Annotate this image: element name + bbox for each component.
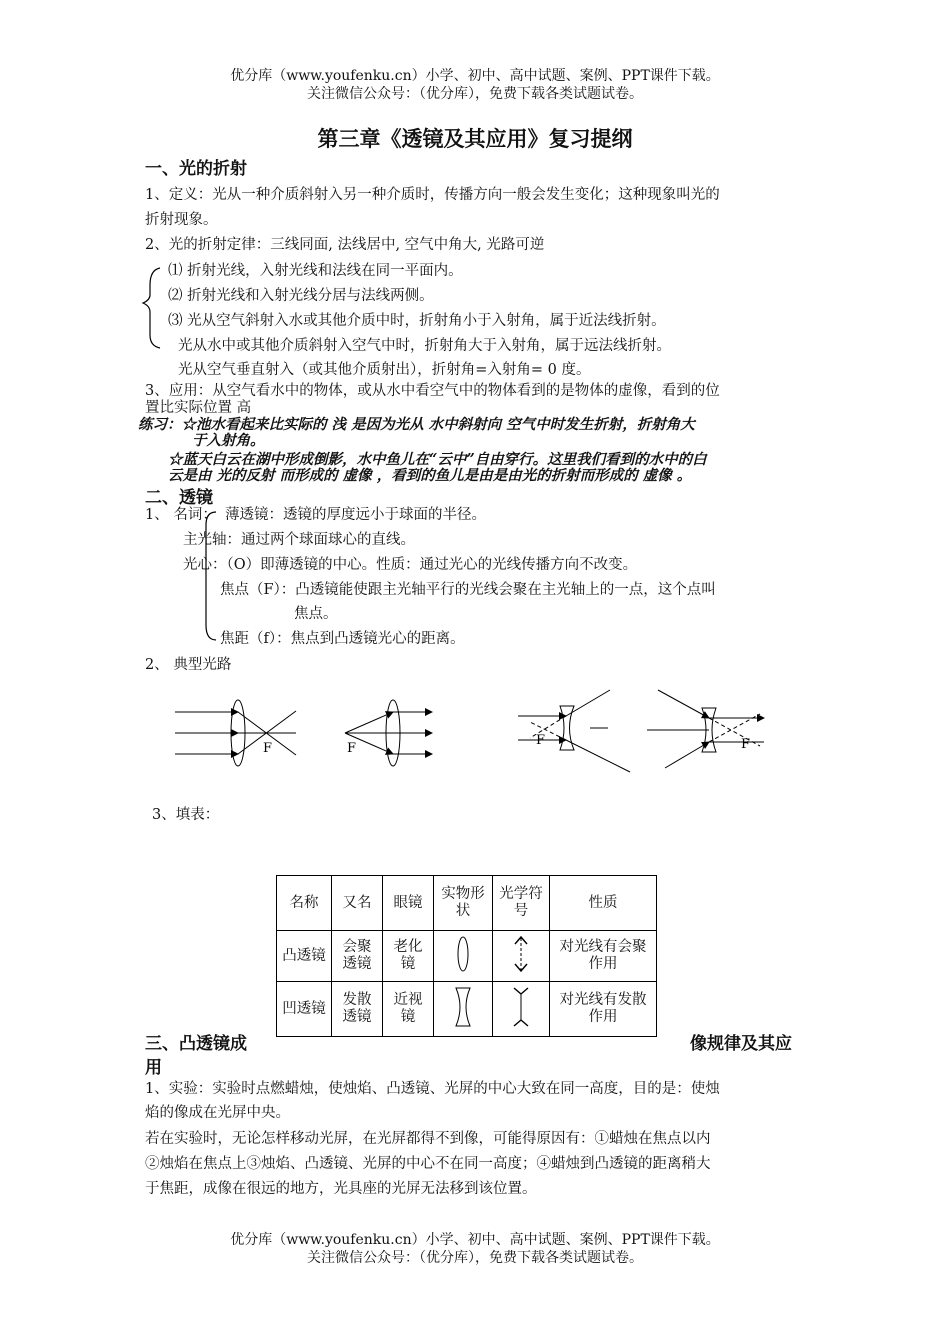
application-line-1: 3、应用：从空气看水中的物体，或从水中看空气中的物体看到的是物体的虚像，看到的位 xyxy=(145,383,720,399)
term-principal-axis: 主光轴：通过两个球面球心的直线。 xyxy=(183,532,415,548)
term-optical-center: 光心：（O）即薄透镜的中心。性质：通过光心的光线传播方向不改变。 xyxy=(183,557,638,573)
section-heading-imaging-a: 三、凸透镜成 xyxy=(145,1034,247,1054)
experiment-line-1: 1、实验：实验时点燃蜡烛，使烛焰、凸透镜、光屏的中心大致在同一高度，目的是：使烛 xyxy=(145,1081,720,1097)
convex-focus-diagram xyxy=(345,700,432,766)
table-cell: 对光线有会聚作用 xyxy=(550,931,657,982)
brace-terms xyxy=(206,512,216,640)
term-thin-lens: 薄透镜：透镜的厚度远小于球面的半径。 xyxy=(225,507,486,523)
section-heading-lens: 二、透镜 xyxy=(145,488,213,508)
convex-shape-cell xyxy=(434,931,493,982)
header-line-2: 关注微信公众号：（优分库），免费下载各类试题试卷。 xyxy=(307,86,643,102)
reason-line-2: ②烛焰在焦点上③烛焰、凸透镜、光屏的中心不在同一高度；④蜡烛到凸透镜的距离稍大 xyxy=(145,1156,711,1172)
definition-line-2: 折射现象。 xyxy=(145,212,218,228)
experiment-line-2: 焰的像成在光屏中央。 xyxy=(145,1105,290,1121)
concave-parallel-diagram xyxy=(647,690,764,768)
focus-label-1: F xyxy=(263,741,273,756)
term-focus-line-2: 焦点。 xyxy=(294,606,338,622)
table-cell: 凸透镜 xyxy=(277,931,332,982)
fill-table-label: 3、填表： xyxy=(152,807,220,823)
law-item-5: 光从空气垂直射入（或其他介质射出），折射角=入射角= 0 度。 xyxy=(178,362,591,378)
convex-lens-symbol xyxy=(509,934,533,974)
concave-diverging-diagram xyxy=(518,690,630,772)
law-item-1: ⑴ 折射光线，入射光线和法线在同一平面内。 xyxy=(168,263,463,279)
application-line-2: 置比实际位置 高 xyxy=(145,400,252,416)
section-heading-imaging-c: 用 xyxy=(145,1058,162,1078)
focus-label-4: F xyxy=(741,737,751,752)
lens-table xyxy=(276,875,657,1037)
definition-line-1: 1、定义：光从一种介质斜射入另一种介质时，传播方向一般会发生变化；这种现象叫光的 xyxy=(145,187,720,203)
convex-symbol-cell xyxy=(493,931,550,982)
focus-label-2: F xyxy=(347,741,357,756)
practice-2-line-1: ☆蓝天白云在湖中形成倒影，水中鱼儿在“云中”自由穿行。这里我们看到的水中的白 xyxy=(168,451,707,468)
header-cell: 实物形状 xyxy=(434,876,493,931)
term-focus-line-1: 焦点（F）：凸透镜能使跟主光轴平行的光线会聚在主光轴上的一点，这个点叫 xyxy=(220,582,716,598)
section-heading-imaging-b: 像规律及其应 xyxy=(690,1034,792,1054)
header-cell: 性质 xyxy=(550,876,657,931)
header-cell: 名称 xyxy=(277,876,332,931)
law-item-2: ⑵ 折射光线和入射光线分居与法线两侧。 xyxy=(168,288,434,304)
footer-line-2: 关注微信公众号：（优分库），免费下载各类试题试卷。 xyxy=(307,1250,643,1266)
table-cell: 发散透镜 xyxy=(332,982,383,1037)
focus-label-3: F xyxy=(536,733,546,748)
term-focal-length: 焦距（f）：焦点到凸透镜光心的距离。 xyxy=(220,631,465,647)
reason-line-1: 若在实验时，无论怎样移动光屏，在光屏都得不到像，可能得原因有：①蜡烛在焦点以内 xyxy=(145,1131,711,1147)
table-cell: 会聚透镜 xyxy=(332,931,383,982)
typical-light-paths-label: 2、 典型光路 xyxy=(145,657,232,673)
refraction-law: 2、光的折射定律：三线同面, 法线居中, 空气中角大, 光路可逆 xyxy=(145,237,545,253)
section-heading-refraction: 一、光的折射 xyxy=(145,159,247,179)
header-cell: 光学符号 xyxy=(493,876,550,931)
table-cell: 近视镜 xyxy=(383,982,434,1037)
brace-refraction-law xyxy=(143,268,160,348)
footer-line-1: 优分库（www.youfenku.cn）小学、初中、高中试题、案例、PPT课件下载。 xyxy=(230,1232,720,1248)
convex-lens-shape xyxy=(453,934,473,974)
convex-converging-diagram xyxy=(175,700,296,766)
page-title: 第三章《透镜及其应用》复习提纲 xyxy=(317,126,633,151)
table-header-row xyxy=(277,876,657,931)
reason-line-3: 于焦距，成像在很远的地方，光具座的光屏无法移到该位置。 xyxy=(145,1181,537,1197)
practice-2-line-2: 云是由 光的反射 而形成的 虚像 ，看到的鱼儿是由是由光的折射而形成的 虚像 。 xyxy=(168,467,692,484)
terms-label: 1、 名词： xyxy=(145,507,217,523)
concave-lens-shape xyxy=(453,985,473,1029)
header-cell: 又名 xyxy=(332,876,383,931)
practice-1-line-1: 练习：☆池水看起来比实际的 浅 是因为光从 水中斜射向 空气中时发生折射，折射角大 xyxy=(138,416,695,433)
header-line-1: 优分库（www.youfenku.cn）小学、初中、高中试题、案例、PPT课件下载。 xyxy=(230,68,720,84)
practice-1-line-2: 于入射角。 xyxy=(192,432,265,449)
table-row xyxy=(277,982,657,1037)
table-cell: 老化镜 xyxy=(383,931,434,982)
table-cell: 凹透镜 xyxy=(277,982,332,1037)
law-item-4: 光从水中或其他介质斜射入空气中时，折射角大于入射角，属于远法线折射。 xyxy=(178,338,671,354)
concave-lens-symbol xyxy=(509,985,533,1029)
table-row xyxy=(277,931,657,982)
header-cell: 眼镜 xyxy=(383,876,434,931)
table-cell: 对光线有发散作用 xyxy=(550,982,657,1037)
law-item-3: ⑶ 光从空气斜射入水或其他介质中时，折射角小于入射角，属于近法线折射。 xyxy=(168,313,666,329)
concave-shape-cell xyxy=(434,982,493,1037)
concave-symbol-cell xyxy=(493,982,550,1037)
